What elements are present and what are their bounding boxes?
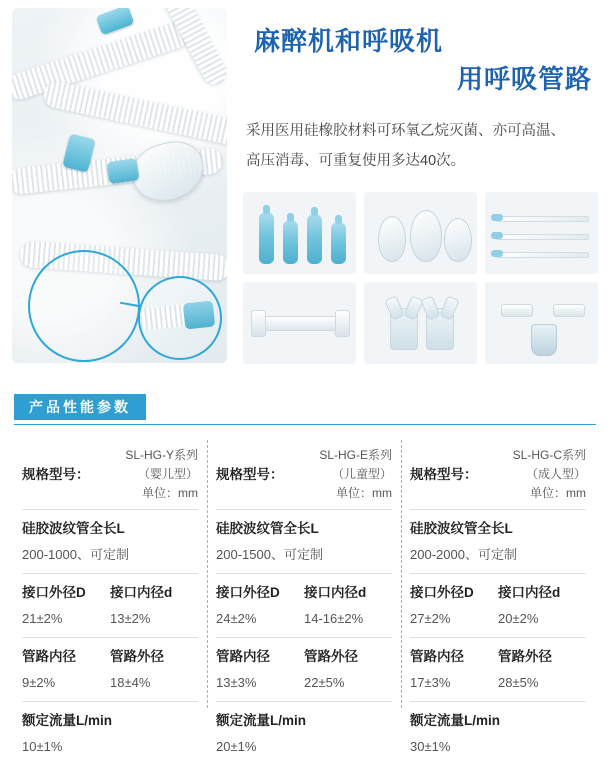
spec-value: 9±2% bbox=[22, 675, 56, 690]
water-trap-arm-icon bbox=[501, 304, 533, 317]
spec-title: 硅胶波纹管全长L bbox=[22, 521, 125, 536]
model-values bbox=[513, 446, 586, 503]
water-trap-arm-icon bbox=[553, 304, 585, 317]
spec-value: 24±2% bbox=[216, 611, 257, 626]
spec-title: 管路内径 bbox=[22, 649, 76, 664]
thumbnail-water-trap bbox=[485, 282, 598, 364]
mask-icon bbox=[410, 210, 442, 262]
spec-flow bbox=[216, 708, 392, 759]
spec-tube-diameters bbox=[216, 644, 392, 695]
breathing-bag-icon bbox=[307, 214, 322, 264]
spec-title: 管路内径 bbox=[216, 649, 270, 664]
spec-title: 接口内径d bbox=[498, 585, 561, 600]
row-divider bbox=[22, 509, 198, 510]
spec-value: 21±2% bbox=[22, 611, 63, 626]
spec-flow bbox=[410, 708, 586, 759]
product-thumbnail-grid bbox=[243, 192, 598, 364]
row-divider bbox=[216, 509, 392, 510]
breathing-bag-icon bbox=[259, 212, 274, 264]
connector-end-icon bbox=[335, 310, 350, 337]
spec-value: 27±2% bbox=[410, 611, 451, 626]
model-unit: 单位：mm bbox=[336, 486, 392, 500]
spec-title: 额定流量L/min bbox=[22, 713, 112, 728]
catheter-tip-icon bbox=[491, 232, 503, 239]
spec-title: 管路内径 bbox=[410, 649, 464, 664]
catheter-tip-icon bbox=[491, 214, 503, 221]
catheter-icon bbox=[495, 216, 589, 222]
spec-value: 22±5% bbox=[304, 675, 345, 690]
row-divider bbox=[410, 637, 586, 638]
params-columns bbox=[14, 432, 596, 759]
connector-body-icon bbox=[259, 316, 341, 331]
spec-value: 10±1% bbox=[22, 739, 63, 754]
spec-value: 14-16±2% bbox=[304, 611, 364, 626]
params-column-pediatric bbox=[208, 432, 402, 759]
spec-value: 28±5% bbox=[498, 675, 539, 690]
mask-icon bbox=[444, 218, 472, 262]
spec-title: 接口内径d bbox=[110, 585, 173, 600]
model-unit: 单位：mm bbox=[142, 486, 198, 500]
thumbnail-anesthesia-masks bbox=[364, 192, 477, 274]
spec-length bbox=[22, 516, 198, 567]
spec-length bbox=[410, 516, 586, 567]
page-title bbox=[240, 22, 596, 98]
subtitle bbox=[246, 116, 598, 176]
spec-value: 20±2% bbox=[498, 611, 539, 626]
params-section-rule bbox=[14, 424, 596, 425]
callout-circle-source bbox=[28, 250, 140, 362]
spec-port-diameters bbox=[216, 580, 392, 631]
spec-title: 接口外径D bbox=[410, 585, 474, 600]
row-divider bbox=[22, 701, 198, 702]
spec-port-diameters bbox=[410, 580, 586, 631]
spec-title: 管路外径 bbox=[304, 649, 358, 664]
model-row bbox=[216, 432, 392, 503]
callout-circle-zoom bbox=[138, 276, 222, 360]
catheter-icon bbox=[495, 252, 589, 258]
row-divider bbox=[410, 701, 586, 702]
spec-tube-diameters bbox=[410, 644, 586, 695]
water-trap-body-icon bbox=[531, 324, 557, 356]
spec-title: 硅胶波纹管全长L bbox=[410, 521, 513, 536]
title-line-2: 用呼吸管路 bbox=[456, 64, 592, 94]
model-series: SL-HG-Y系列 bbox=[125, 448, 198, 462]
spec-title: 管路外径 bbox=[498, 649, 552, 664]
spec-value: 200-2000、可定制 bbox=[410, 547, 517, 562]
model-values bbox=[125, 446, 198, 503]
title-line-1: 麻醉机和呼吸机 bbox=[254, 26, 444, 56]
breathing-bag-icon bbox=[283, 220, 298, 264]
spec-value: 13±3% bbox=[216, 675, 257, 690]
spec-tube-diameters bbox=[22, 644, 198, 695]
row-divider bbox=[216, 637, 392, 638]
spec-value: 18±4% bbox=[110, 675, 151, 690]
thumbnail-catheters bbox=[485, 192, 598, 274]
model-type: （儿童型） bbox=[331, 467, 392, 481]
spec-value: 30±1% bbox=[410, 739, 451, 754]
thumbnail-breathing-bags bbox=[243, 192, 356, 274]
catheter-tip-icon bbox=[491, 250, 503, 257]
model-type: （婴儿型） bbox=[137, 467, 198, 481]
spec-title: 额定流量L/min bbox=[410, 713, 500, 728]
params-column-infant bbox=[14, 432, 208, 759]
spec-title: 额定流量L/min bbox=[216, 713, 306, 728]
spec-title: 硅胶波纹管全长L bbox=[216, 521, 319, 536]
thumbnail-straight-connector bbox=[243, 282, 356, 364]
spec-title: 接口内径d bbox=[304, 585, 367, 600]
spec-port-diameters bbox=[22, 580, 198, 631]
zoom-blue-connector bbox=[183, 301, 216, 330]
spec-value: 13±2% bbox=[110, 611, 151, 626]
spec-title: 接口外径D bbox=[22, 585, 86, 600]
spec-value: 17±3% bbox=[410, 675, 451, 690]
model-label: 规格型号： bbox=[216, 467, 284, 482]
spec-value: 200-1500、可定制 bbox=[216, 547, 323, 562]
model-label: 规格型号： bbox=[22, 467, 90, 482]
catheter-icon bbox=[495, 234, 589, 240]
model-label: 规格型号： bbox=[410, 467, 478, 482]
model-unit: 单位：mm bbox=[530, 486, 586, 500]
connector-end-icon bbox=[251, 310, 266, 337]
spec-title: 管路外径 bbox=[110, 649, 164, 664]
spec-value: 200-1000、可定制 bbox=[22, 547, 129, 562]
row-divider bbox=[22, 637, 198, 638]
spec-title: 接口外径D bbox=[216, 585, 280, 600]
mask-icon bbox=[378, 216, 406, 262]
params-column-adult bbox=[402, 432, 596, 759]
row-divider bbox=[22, 573, 198, 574]
model-type: （成人型） bbox=[525, 467, 586, 481]
model-series: SL-HG-E系列 bbox=[319, 448, 392, 462]
y-piece-icon bbox=[390, 308, 418, 350]
model-row bbox=[410, 432, 586, 503]
row-divider bbox=[410, 573, 586, 574]
thumbnail-y-pieces bbox=[364, 282, 477, 364]
blue-connector bbox=[107, 158, 140, 184]
spec-flow bbox=[22, 708, 198, 759]
hero-product-photo bbox=[12, 8, 227, 363]
subtitle-line-2: 高压消毒、可重复使用多达40次。 bbox=[246, 153, 466, 169]
model-values bbox=[319, 446, 392, 503]
y-piece-icon bbox=[426, 308, 454, 350]
breathing-bag-icon bbox=[331, 222, 346, 264]
row-divider bbox=[216, 573, 392, 574]
model-row bbox=[22, 432, 198, 503]
params-section-title: 产品性能参数 bbox=[14, 394, 146, 420]
row-divider bbox=[216, 701, 392, 702]
spec-value: 20±1% bbox=[216, 739, 257, 754]
model-series: SL-HG-C系列 bbox=[512, 448, 586, 462]
subtitle-line-1: 采用医用硅橡胶材料可环氧乙烷灭菌、亦可高温、 bbox=[246, 123, 565, 139]
spec-length bbox=[216, 516, 392, 567]
row-divider bbox=[410, 509, 586, 510]
